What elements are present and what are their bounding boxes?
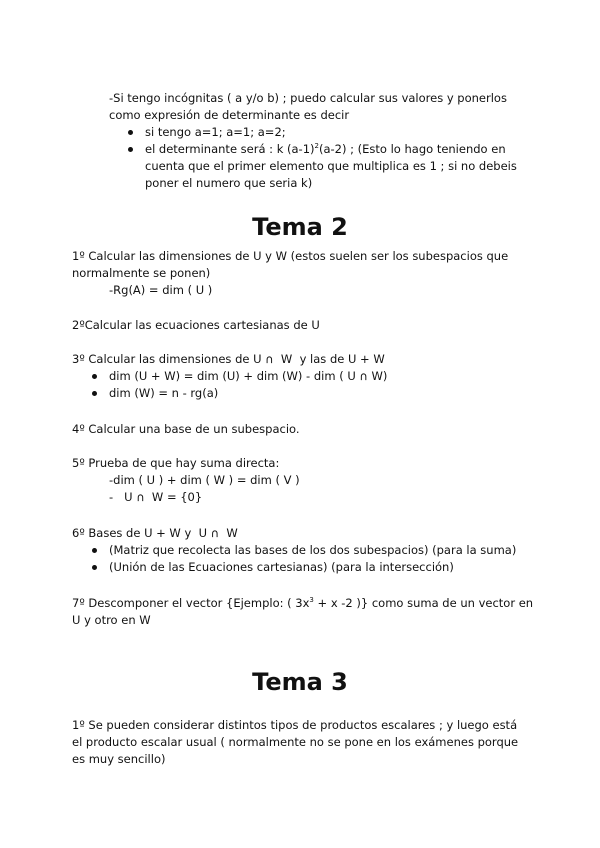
tema-2-item-6-bullet-1-text: (Matriz que recolecta las bases de los dos subespacios) (para la suma) — [109, 543, 517, 557]
intro-bullet-2-text-a: el determinante será : k (a-1) — [145, 142, 315, 156]
tema-2-item-6-bullet-2 — [109, 559, 569, 576]
tema-2-item-3-bullet-2 — [109, 385, 549, 402]
tema-2-item-1 — [72, 248, 562, 299]
tema-2-item-3-bullet-1 — [109, 368, 549, 385]
intro-bullet-2-superscript: 2 — [314, 142, 319, 150]
tema-2-item-6-bullets — [109, 542, 569, 576]
tema-2-item-2-text: 2ºCalcular las ecuaciones cartesianas de U — [72, 318, 320, 332]
tema-2-item-5 — [72, 455, 562, 506]
tema-2-item-6-text: 6º Bases de U + W y U ∩ W — [72, 526, 238, 540]
tema-2-item-7-superscript: 3 — [309, 596, 314, 604]
tema-2-item-3-bullets — [109, 368, 549, 402]
intro-bullet-list — [145, 124, 565, 192]
intro-bullet-2-text-b: (a-2) ; (Esto lo hago teniendo en — [318, 142, 506, 156]
intro-bullet-2-line-2: cuenta que el primer elemento que multiplica es 1 ; si no debeis — [145, 159, 517, 173]
tema-2-item-4 — [72, 421, 562, 438]
tema-2-item-4-text: 4º Calcular una base de un subespacio. — [72, 422, 300, 436]
tema-2-item-3-bullet-1-text: dim (U + W) = dim (U) + dim (W) - dim ( U ∩ W) — [109, 369, 388, 383]
tema-3-heading: Tema 3 — [252, 668, 348, 696]
tema-2-item-7-part-1: 7º Descomponer el vector {Ejemplo: ( 3x — [72, 596, 310, 610]
tema-2-item-3-text: 3º Calcular las dimensiones de U ∩ W y las de U + W — [72, 352, 385, 366]
tema-2-item-7-line-1 — [72, 595, 572, 612]
tema-2-item-3 — [72, 351, 562, 368]
tema-2-item-7-part-2: + x -2 )} como suma de un vector en — [313, 596, 534, 610]
tema-2-item-5-text: 5º Prueba de que hay suma directa: — [72, 456, 280, 470]
tema-3-item-1-line-2: el producto escalar usual ( normalmente no se pone en los exámenes porque — [72, 735, 519, 749]
intro-bullet-2 — [145, 141, 565, 192]
tema-2-item-6-bullet-2-text: (Unión de las Ecuaciones cartesianas) (para la intersección) — [109, 560, 454, 574]
tema-2-item-6 — [72, 525, 562, 542]
tema-2-item-5-sub-1: -dim ( U ) + dim ( W ) = dim ( V ) — [109, 473, 300, 487]
intro-section — [109, 90, 549, 124]
tema-2-item-3-bullet-2-text: dim (W) = n - rg(a) — [109, 386, 219, 400]
intro-bullet-1-text: si tengo a=1; a=1; a=2; — [145, 125, 286, 139]
intro-bullet-1 — [145, 124, 565, 141]
intro-bullet-2-line-3: poner el numero que seria k) — [145, 176, 313, 190]
tema-2-item-5-sub-2: - U ∩ W = {0} — [109, 490, 203, 504]
tema-2-item-1-line-2: normalmente se ponen) — [72, 266, 211, 280]
intro-line-2: como expresión de determinante es decir — [109, 108, 350, 122]
intro-line-1: -Si tengo incógnitas ( a y/o b) ; puedo calcular sus valores y ponerlos — [109, 91, 507, 105]
tema-2-item-1-line-1: 1º Calcular las dimensiones de U y W (estos suelen ser los subespacios que — [72, 249, 509, 263]
tema-2-item-7 — [72, 595, 572, 629]
tema-2-item-1-sub: -Rg(A) = dim ( U ) — [109, 283, 213, 297]
tema-2-heading: Tema 2 — [252, 213, 348, 241]
tema-3-item-1 — [72, 717, 572, 768]
tema-2-item-2 — [72, 317, 562, 334]
tema-3-item-1-line-3: es muy sencillo) — [72, 752, 166, 766]
tema-2-item-7-line-2: U y otro en W — [72, 613, 151, 627]
tema-3-item-1-line-1: 1º Se pueden considerar distintos tipos de productos escalares ; y luego está — [72, 718, 518, 732]
tema-2-item-6-bullet-1 — [109, 542, 569, 559]
